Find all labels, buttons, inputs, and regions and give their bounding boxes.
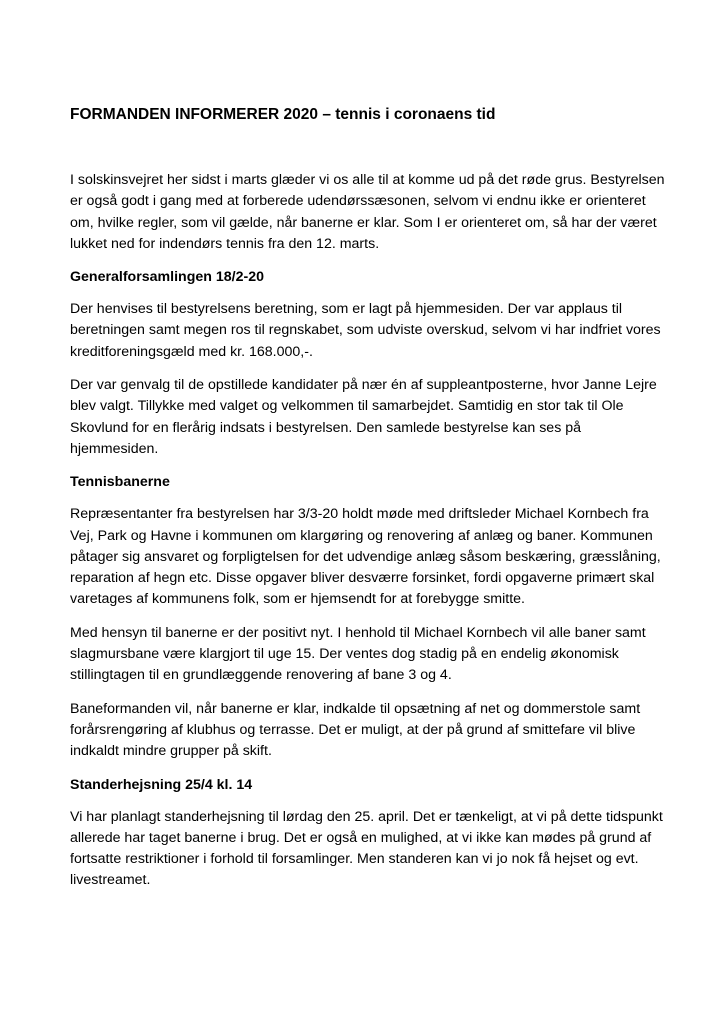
section-paragraph: Vi har planlagt standerhejsning til lørdag den 25. april. Det er tænkeligt, at vi på dette tidspunkt allerede har taget banerne i brug. Det er også en mulighed, at vi ikke kan mødes på grund af fortsatte restriktioner i forhold til forsamlinger. Men standeren kan vi jo nok få hejset og evt. livestreamet.: [70, 808, 663, 889]
document-body: [70, 104, 670, 904]
intro-paragraph: I solskinsvejret her sidst i marts glæder vi os alle til at komme ud på det røde grus. Bestyrelsen er også godt i gang med at forberede udendørssæsonen, selvom vi endnu ikke er orienteret om, hvilke regler, som vil gælde, når banerne er klar. Som I er orienteret om, så har der været lukket ned for indendørs tennis fra den 12. marts.: [70, 172, 665, 252]
section-heading-standerhejsning: Standerhejsning 25/4 kl. 14: [70, 776, 253, 793]
section-heading-generalforsamling: Generalforsamlingen 18/2-20: [70, 269, 264, 286]
document-title: FORMANDEN INFORMERER 2020 – tennis i coronaens tid: [70, 106, 496, 123]
section-paragraph: Repræsentanter fra bestyrelsen har 3/3-20 holdt møde med driftsleder Michael Kornbech fra Vej, Park og Havne i kommunen om klargøring og renovering af anlæg og baner. Kommunen påtager sig ansvaret og forpligtelsen for det udvendige anlæg såsom beskæring, græsslåning, reparation af hegn etc. Disse opgaver bliver desværre forsinket, fordi opgaverne primært skal varetages af kommunens folk, som er hjemsendt for at forebygge smitte.: [70, 506, 661, 608]
section-heading-tennisbanerne: Tennisbanerne: [70, 474, 170, 491]
section-paragraph: Baneformanden vil, når banerne er klar, indkalde til opsætning af net og dommerstole samt forårsrengøring af klubhus og terrasse. Det er muligt, at der på grund af smittefare vil blive indkaldt mindre grupper på skift.: [70, 700, 641, 760]
section-paragraph: Der henvises til bestyrelsens beretning, som er lagt på hjemmesiden. Der var applaus til beretningen samt megen ros til regnskabet, som udviste overskud, selvom vi har indfriet vores kreditforeningsgæld med kr. 168.000,-.: [70, 301, 661, 360]
section-paragraph: Med hensyn til banerne er der positivt nyt. I henhold til Michael Kornbech vil alle baner samt slagmursbane være klargjort til uge 15. Der ventes dog stadig på en endelig økonomisk stillingtagen til en grundlæggende renovering af bane 3 og 4.: [70, 624, 646, 684]
section-paragraph: Der var genvalg til de opstillede kandidater på nær én af suppleantposterne, hvor Janne Lejre blev valgt. Tillykke med valget og velkommen til samarbejdet. Samtidig en stor tak til Ole Skovlund for en flerårig indsats i bestyrelsen. Den samlede bestyrelse kan ses på hjemmesiden.: [70, 377, 657, 457]
